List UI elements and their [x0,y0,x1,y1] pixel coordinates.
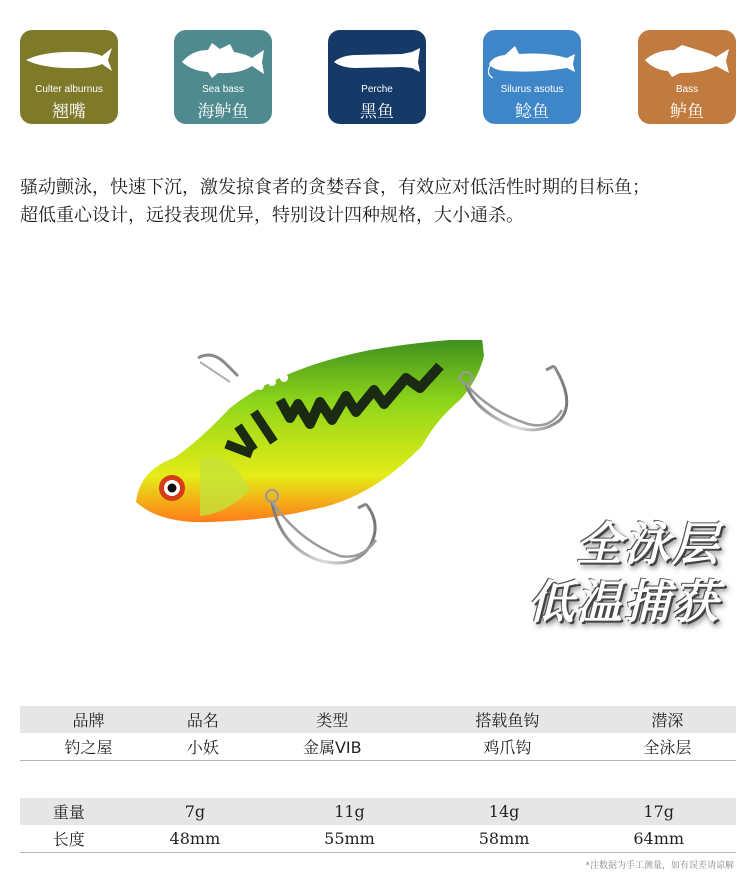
header-cell: 品牌 [20,706,157,733]
description-line: 超低重心设计，远投表现优异，特别设计四种规格，大小通杀。 [20,205,524,226]
fish-card-culter [20,30,118,124]
header-cell: 品名 [157,706,248,733]
sea-bass-fish-icon [178,40,268,80]
table-row-weight [20,798,736,825]
table-cell: 7g [118,798,273,825]
fish-name-en: Silurus asotus [500,84,564,95]
fish-name-en: Sea bass [202,84,244,95]
fish-card-sea-bass [174,30,272,124]
slogan-line-2: 低温捕获 [528,575,720,629]
culter-fish-icon [24,40,114,80]
table-row [20,733,736,761]
fish-card-snakehead [328,30,426,124]
table-cell: 小妖 [157,733,248,761]
fish-card-bass [638,30,736,124]
table-cell: 64mm [581,825,736,853]
fish-name-cn: 翘嘴 [52,102,86,122]
target-fish-row [0,30,750,126]
fish-name-en: Culter alburnus [35,84,103,95]
spec-table-basic [20,706,736,761]
fish-card-catfish [483,30,581,124]
description-line: 骚动颤泳，快速下沉，激发掠食者的贪婪吞食，有效应对低活性时期的目标鱼； [20,177,650,198]
table-cell: 鸡爪钩 [416,733,599,761]
lure-image [130,340,600,590]
fish-name-en: Bass [675,84,699,95]
fish-name-cn: 鲈鱼 [670,102,704,122]
table-cell: 48mm [118,825,273,853]
catfish-icon [487,40,577,80]
fish-name-cn: 黑鱼 [360,102,394,122]
table-cell: 钓之屋 [20,733,157,761]
spec-table-sizes [20,798,736,853]
fish-name-cn: 海鲈鱼 [197,102,249,122]
table-header-row [20,706,736,733]
bass-fish-icon [642,40,732,80]
fish-name-cn: 鲶鱼 [515,102,549,122]
table-cell: 55mm [272,825,427,853]
header-cell: 潜深 [599,706,736,733]
header-cell: 搭载鱼钩 [416,706,599,733]
table-cell: 金属VIB [249,733,417,761]
product-description [20,174,740,230]
header-cell: 类型 [249,706,417,733]
measurement-note: *注数据为手工测量，如有误差请谅解 [585,861,734,871]
row-label: 重量 [20,798,118,825]
table-cell: 17g [581,798,736,825]
table-row-length [20,825,736,853]
table-cell: 58mm [427,825,582,853]
slogan-line-1: 全泳层 [576,517,720,571]
snakehead-fish-icon [332,40,422,80]
fish-name-en: Perche [361,84,393,95]
table-cell: 11g [272,798,427,825]
table-cell: 全泳层 [599,733,736,761]
row-label: 长度 [20,825,118,853]
table-cell: 14g [427,798,582,825]
